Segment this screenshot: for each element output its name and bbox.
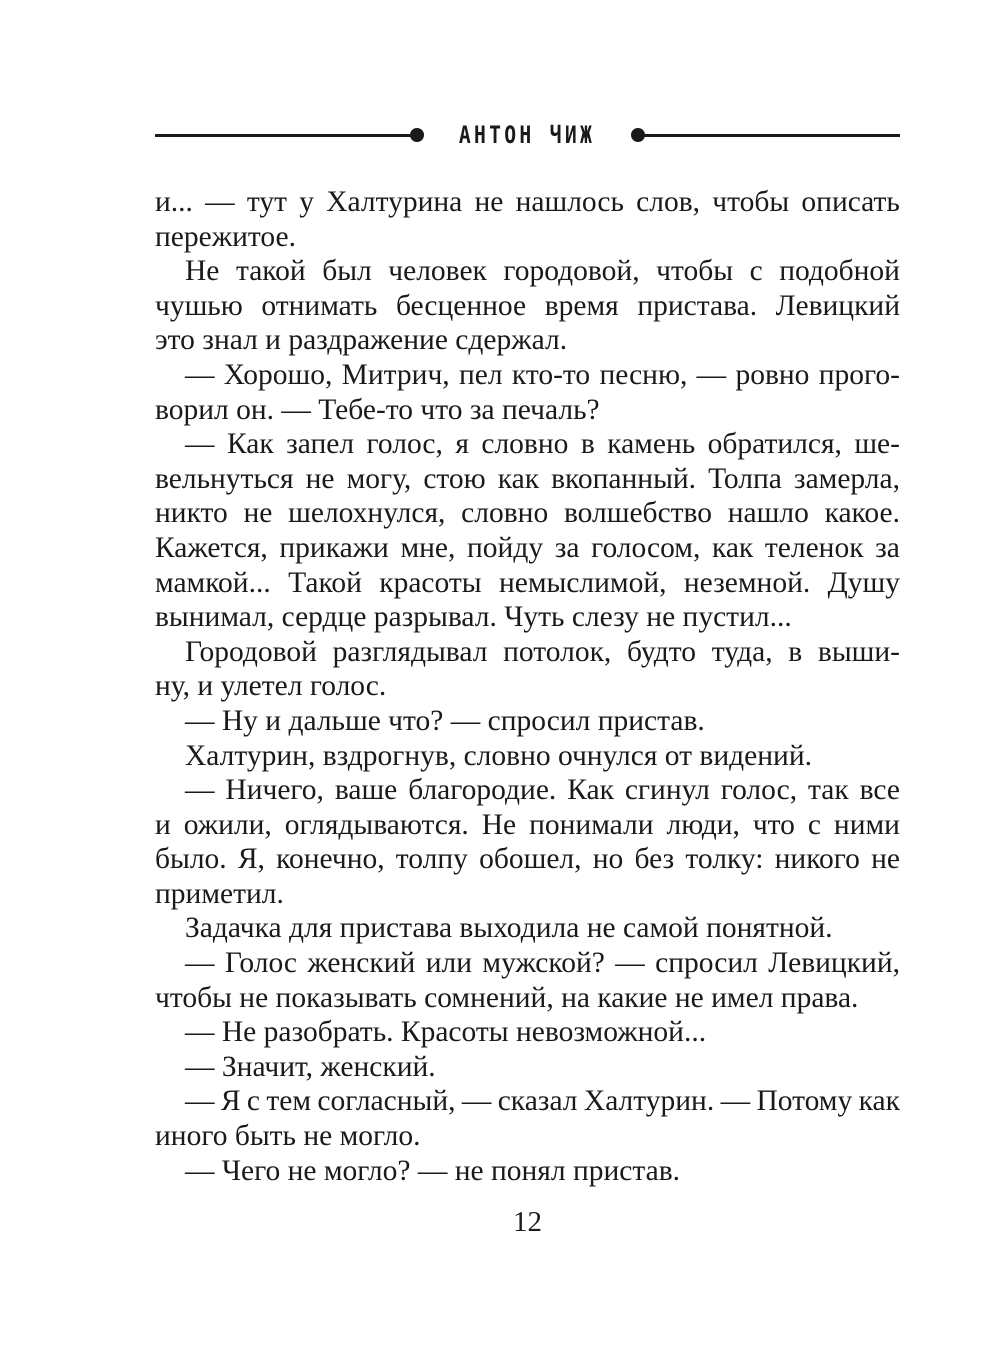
text-line: — Голос женский или мужской? — спросил Левицкий, <box>185 947 900 980</box>
text-line: — Чего не могло? — не понял пристав. <box>185 1154 681 1187</box>
header-rule-left <box>155 134 417 137</box>
text-line: приметил. <box>155 877 284 910</box>
text-line: Городовой разглядывал потолок, будто туда, в выши- <box>185 635 900 668</box>
header-author: АНТОН ЧИЖ <box>458 121 596 149</box>
header-rule-right <box>638 134 900 137</box>
text-line: — Значит, женский. <box>185 1050 436 1083</box>
text-line: — Хорошо, Митрич, пел кто-то песню, — ровно прого- <box>185 358 900 391</box>
text-line: чтобы не показывать сомнений, на какие не имел права. <box>155 981 859 1014</box>
page-number: 12 <box>513 1206 542 1238</box>
text-line: и ожили, оглядываются. Не понимали люди, что с ними <box>155 808 900 841</box>
text-line: Халтурин, вздрогнув, словно очнулся от видений. <box>185 739 812 772</box>
text-line: Задачка для пристава выходила не самой понятной. <box>185 912 833 945</box>
body-text <box>155 185 900 1188</box>
text-line: ну, и улетел голос. <box>155 670 387 703</box>
text-line: мамкой... Такой красоты немыслимой, неземной. Душу <box>155 566 900 599</box>
header-bullet-left <box>410 128 424 142</box>
text-line: Кажется, прикажи мне, пойду за голосом, как теленок за <box>155 531 900 564</box>
text-line: — Как запел голос, я словно в камень обратился, ше- <box>185 428 900 461</box>
text-line: чушью отнимать бесценное время пристава. Левицкий <box>155 289 900 322</box>
text-line: никто не шелохнулся, словно волшебство нашло какое. <box>155 497 900 530</box>
text-line: вельнуться не могу, стою как вкопанный. Толпа замерла, <box>155 462 900 495</box>
text-line: Не такой был человек городовой, чтобы с подобной <box>185 255 900 288</box>
text-line: — Ничего, ваше благородие. Как сгинул голос, так все <box>185 774 900 807</box>
running-header <box>155 118 900 152</box>
text-line: — Ну и дальше что? — спросил пристав. <box>185 704 705 737</box>
text-line: было. Я, конечно, толпу обошел, но без толку: никого не <box>155 843 900 876</box>
text-line: — Я с тем согласный, — сказал Халтурин. — Потому как <box>185 1085 900 1118</box>
text-line: вынимал, сердце разрывал. Чуть слезу не пустил... <box>155 601 792 634</box>
text-line: иного быть не могло. <box>155 1120 421 1153</box>
text-line: пережитое. <box>155 220 296 253</box>
text-line: это знал и раздражение сдержал. <box>155 324 568 357</box>
text-line: — Не разобрать. Красоты невозможной... <box>185 1016 707 1049</box>
text-line: и... — тут у Халтурина не нашлось слов, чтобы описать <box>155 186 900 218</box>
text-line: ворил он. — Тебе-то что за печаль? <box>155 393 600 426</box>
